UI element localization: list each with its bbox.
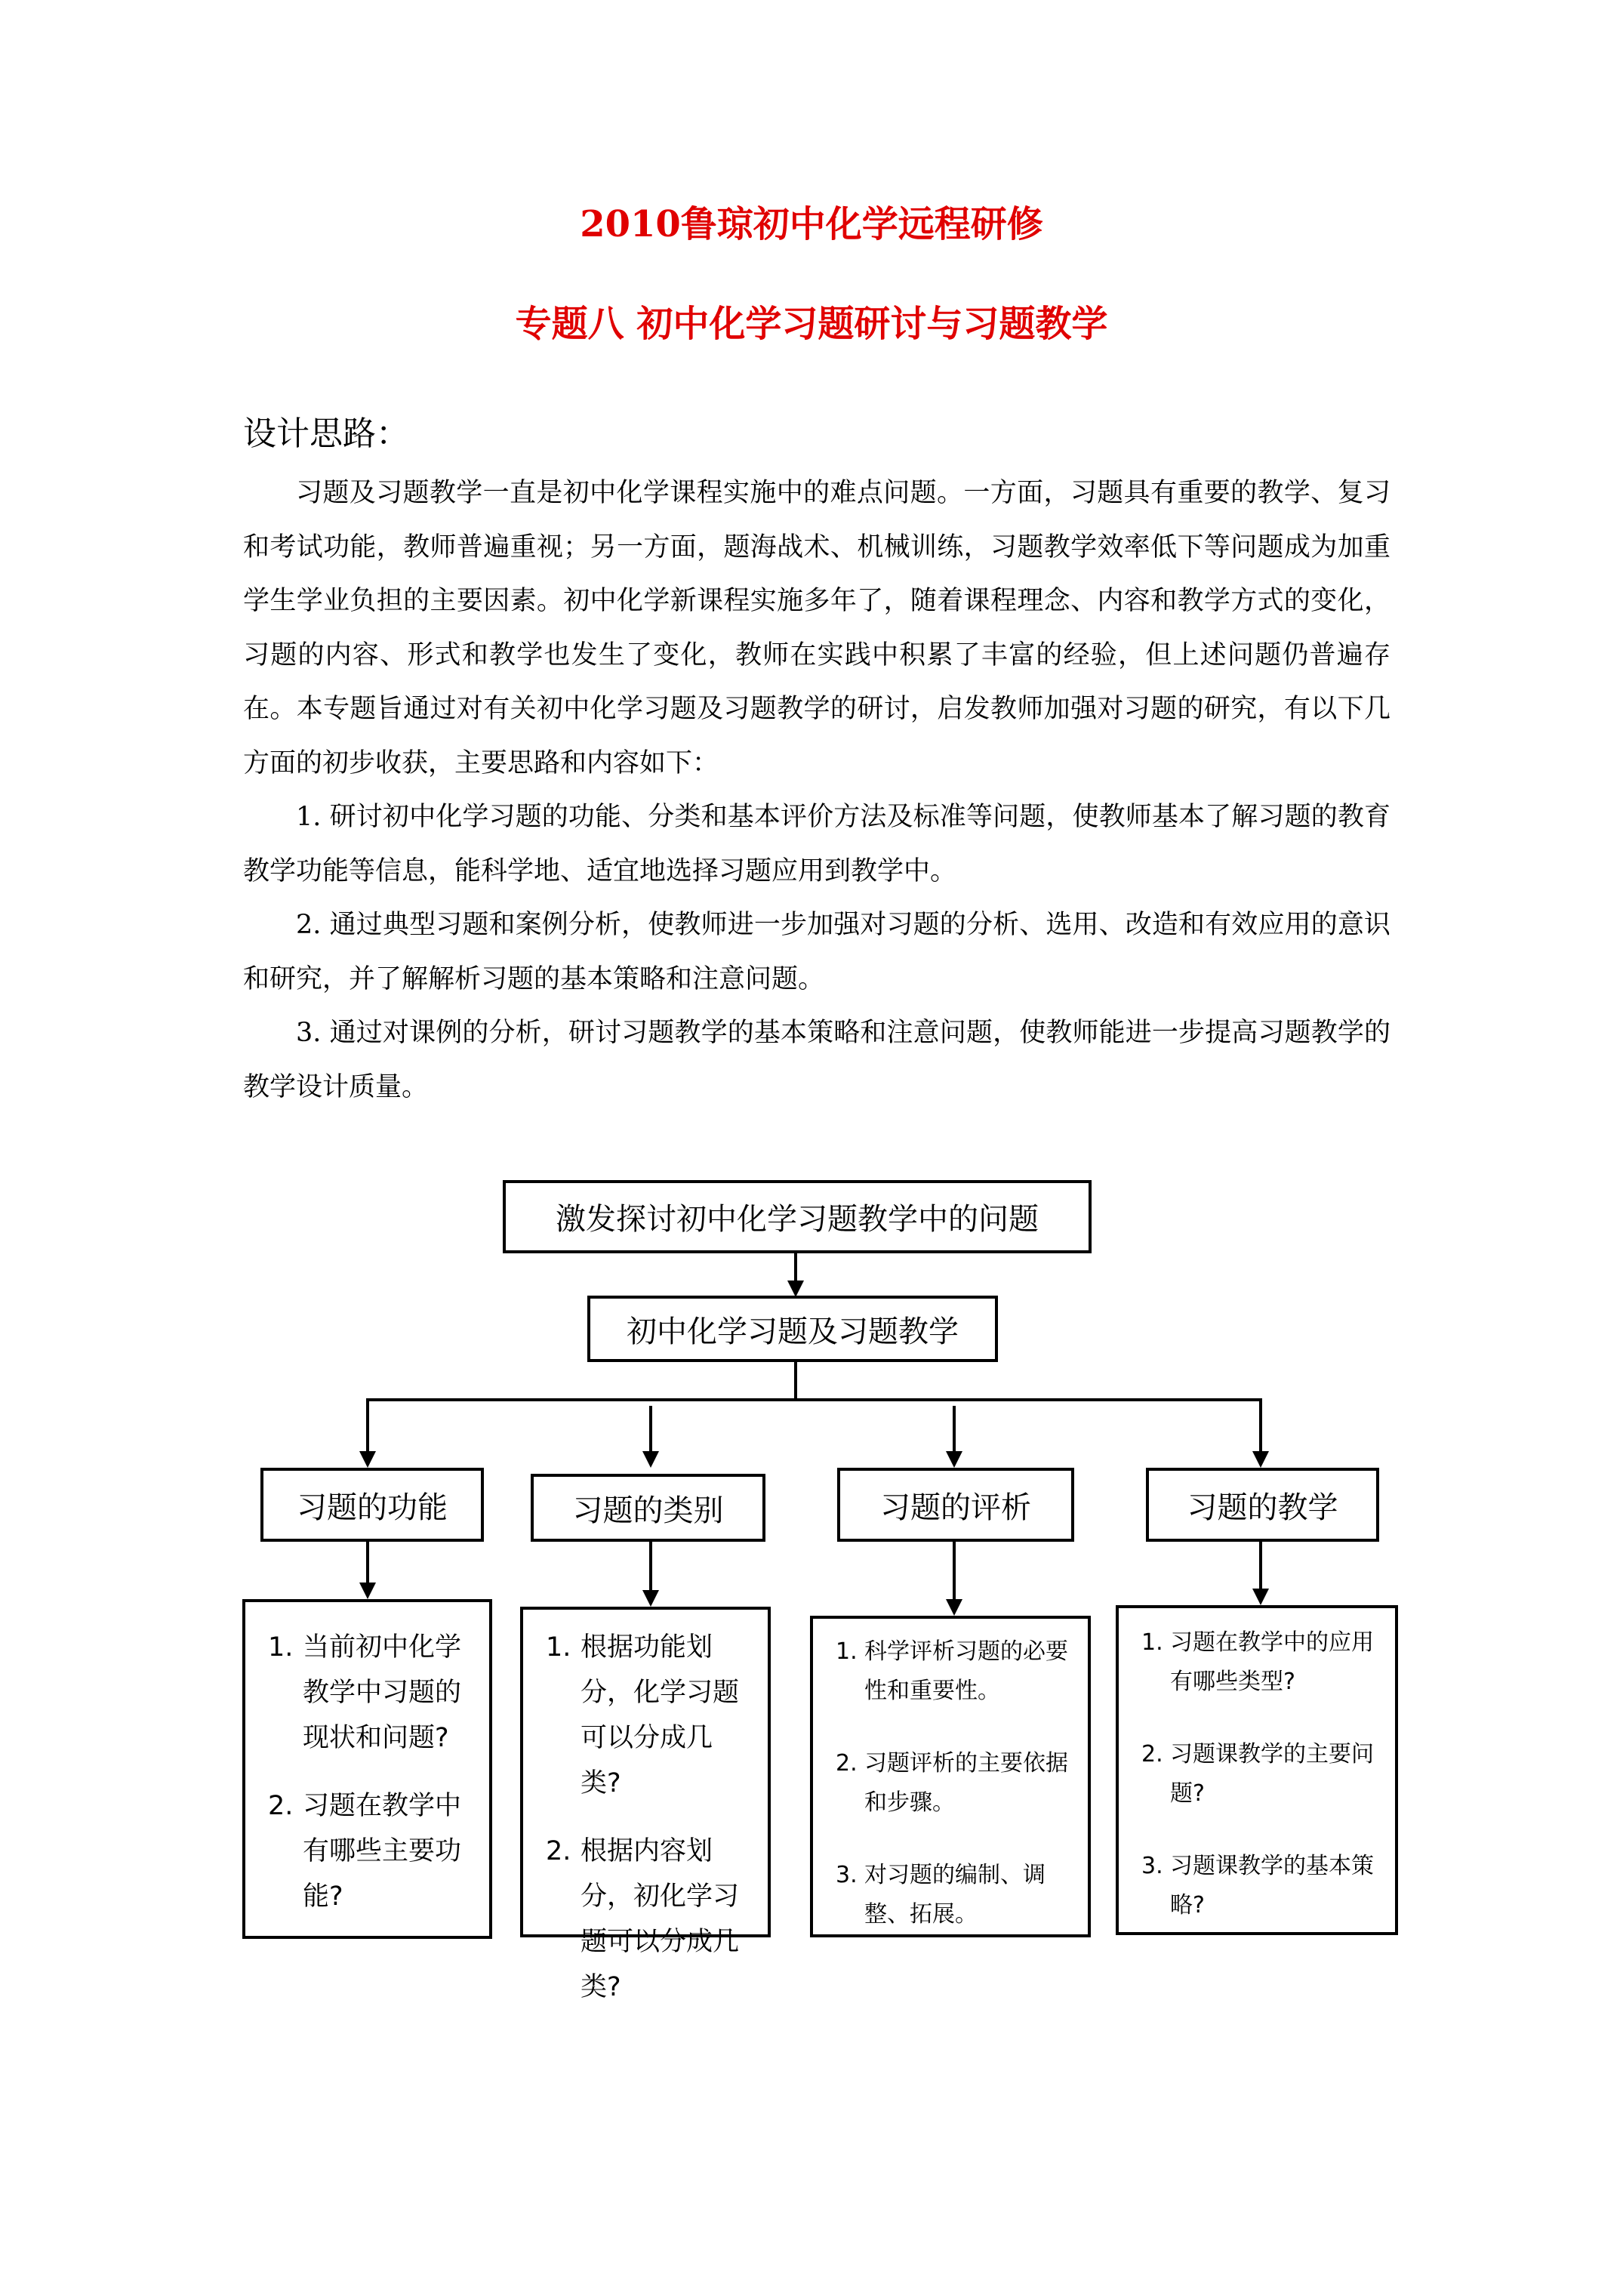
list-item bbox=[836, 1856, 1071, 1934]
arrow bbox=[642, 1590, 659, 1607]
list-item bbox=[1141, 1735, 1377, 1814]
connector bbox=[366, 1540, 369, 1587]
list-item bbox=[546, 1625, 750, 1806]
item-number: 1. bbox=[268, 1632, 294, 1663]
item-text: 习题课教学的主要问题? bbox=[1170, 1741, 1374, 1807]
item-number: 3. bbox=[836, 1862, 858, 1888]
branch-label: 习题的评析 bbox=[880, 1490, 1031, 1525]
branch-label: 习题的类别 bbox=[572, 1493, 724, 1528]
item-text: 根据内容划分，初化学习题可以分成几类? bbox=[581, 1836, 740, 2002]
item-text: 科学评析习题的必要性和重要性。 bbox=[864, 1638, 1068, 1704]
branch-box-teaching bbox=[1146, 1468, 1379, 1542]
point-paragraph-3: 3. 通过对课例的分析，研讨习题教学的基本策略和注意问题，使教师能进一步提高习题教学的教学设计质量。 bbox=[243, 1018, 1390, 1102]
item-number: 1. bbox=[546, 1632, 571, 1663]
page-subtitle: 专题八 初中化学习题研讨与习题教学 bbox=[515, 303, 1108, 345]
body-text bbox=[243, 467, 1390, 1114]
list-item bbox=[1141, 1623, 1377, 1702]
branch-box-category bbox=[531, 1474, 765, 1542]
connector bbox=[649, 1540, 652, 1595]
top-box-label: 激发探讨初中化学习题教学中的问题 bbox=[556, 1202, 1039, 1237]
middle-box-label: 初中化学习题及习题教学 bbox=[627, 1314, 959, 1349]
item-text: 根据功能划分，化学习题可以分成几类? bbox=[581, 1632, 740, 1798]
point-paragraph-2: 2. 通过典型习题和案例分析，使教师进一步加强对习题的分析、选用、改造和有效应用的意识和研究，并了解解析习题的基本策略和注意问题。 bbox=[243, 910, 1390, 994]
connector bbox=[794, 1361, 797, 1400]
list-item bbox=[1141, 1847, 1377, 1925]
arrow bbox=[946, 1451, 962, 1468]
arrow bbox=[1252, 1451, 1269, 1468]
item-text: 对习题的编制、调整、拓展。 bbox=[864, 1862, 1046, 1928]
point-paragraph-1: 1. 研讨初中化学习题的功能、分类和基本评价方法及标准等问题，使教师基本了解习题的教育教学功能等信息，能科学地、适宜地选择习题应用到教学中。 bbox=[243, 802, 1390, 886]
arrow bbox=[642, 1451, 659, 1468]
item-number: 2. bbox=[268, 1791, 294, 1821]
branch-label: 习题的教学 bbox=[1187, 1490, 1338, 1525]
connector bbox=[1259, 1540, 1262, 1593]
detail-box-function bbox=[242, 1599, 492, 1939]
middle-box bbox=[587, 1296, 998, 1362]
arrow bbox=[359, 1583, 376, 1599]
item-number: 2. bbox=[836, 1750, 858, 1777]
item-text: 习题课教学的基本策略? bbox=[1170, 1853, 1374, 1918]
intro-paragraph: 习题及习题教学一直是初中化学课程实施中的难点问题。一方面，习题具有重要的教学、复习和考试功能，教师普遍重视；另一方面，题海战术、机械训练，习题教学效率低下等问题成为加重学生学业负担的主要因素。初中化学新课程实施多年了，随着课程理念、内容和教学方式的变化，习题的内容、形式和教学也发生了变化，教师在实践中积累了丰富的经验，但上述问题仍普遍存在。本专题旨通过对有关初中化学习题及习题教学的研讨，启发教师加强对习题的研究，有以下几方面的初步收获，主要思路和内容如下： bbox=[243, 478, 1390, 778]
detail-box-teaching bbox=[1116, 1605, 1398, 1935]
item-number: 1. bbox=[836, 1638, 858, 1665]
item-number: 2. bbox=[546, 1836, 571, 1866]
list-item bbox=[546, 1829, 750, 2010]
section-heading: 设计思路： bbox=[243, 415, 409, 453]
detail-box-analysis bbox=[810, 1616, 1091, 1937]
branch-label: 习题的功能 bbox=[297, 1490, 448, 1525]
arrow bbox=[946, 1599, 962, 1616]
connector bbox=[953, 1406, 956, 1456]
branch-box-function bbox=[260, 1468, 484, 1542]
branch-box-analysis bbox=[837, 1468, 1074, 1542]
page-title: 2010鲁琼初中化学远程研修 bbox=[580, 203, 1043, 245]
arrow bbox=[1252, 1589, 1269, 1605]
connector bbox=[1259, 1398, 1262, 1456]
list-item bbox=[268, 1783, 471, 1919]
connector bbox=[953, 1540, 956, 1604]
connector bbox=[366, 1398, 369, 1456]
arrow bbox=[787, 1281, 804, 1297]
item-number: 2. bbox=[1141, 1741, 1163, 1767]
item-text: 习题在教学中有哪些主要功能? bbox=[303, 1791, 462, 1912]
arrow bbox=[359, 1451, 376, 1468]
detail-box-category bbox=[520, 1607, 771, 2002]
list-item bbox=[836, 1744, 1071, 1823]
list-item bbox=[836, 1632, 1071, 1711]
list-item bbox=[268, 1625, 471, 1761]
top-box bbox=[503, 1180, 1092, 1253]
item-text: 习题在教学中的应用有哪些类型? bbox=[1170, 1629, 1374, 1695]
item-text: 习题评析的主要依据和步骤。 bbox=[864, 1750, 1068, 1816]
item-text: 当前初中化学教学中习题的现状和问题? bbox=[303, 1632, 462, 1753]
connector bbox=[649, 1406, 652, 1456]
item-number: 3. bbox=[1141, 1853, 1163, 1879]
connector bbox=[366, 1398, 1262, 1401]
item-number: 1. bbox=[1141, 1629, 1163, 1656]
